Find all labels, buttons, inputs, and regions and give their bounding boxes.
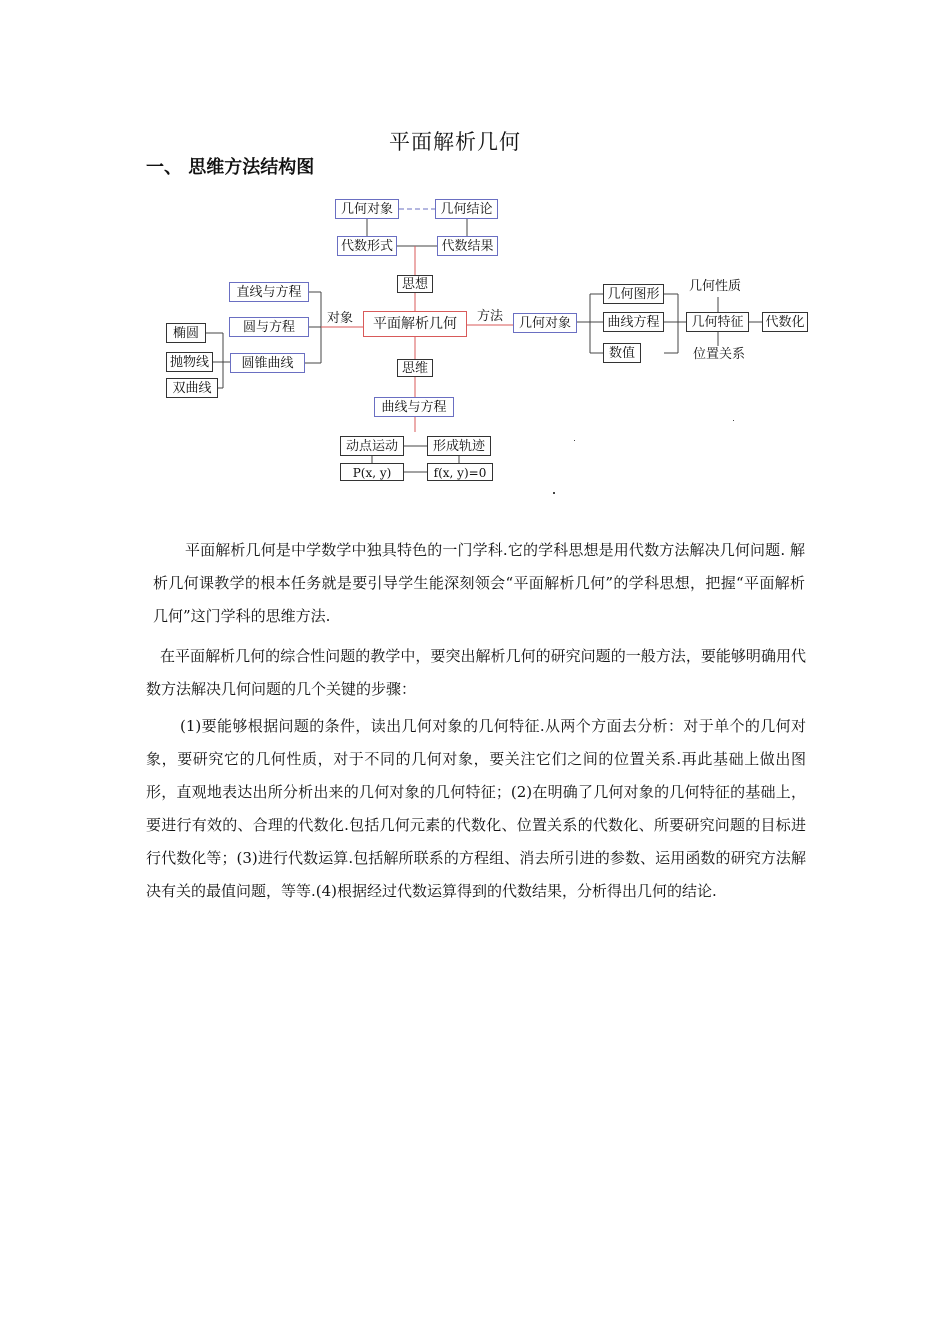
box-parabola: 抛物线 <box>166 352 213 372</box>
box-moving-point: 动点运动 <box>340 436 404 456</box>
box-geo-conclusion: 几何结论 <box>435 199 498 219</box>
box-algebraic-form: 代数形式 <box>337 236 397 256</box>
document-title: 平面解析几何 <box>389 130 521 154</box>
box-point-coordinates: P(x, y) <box>340 463 404 481</box>
label-method: 方法 <box>477 309 504 324</box>
box-thinking: 思维 <box>397 359 433 377</box>
box-ellipse: 椭圆 <box>166 323 206 343</box>
box-numeric: 数值 <box>603 343 641 363</box>
box-idea: 思想 <box>397 275 433 293</box>
box-curve-and-equation: 曲线与方程 <box>374 397 454 417</box>
box-algebraic-result: 代数结果 <box>437 236 498 256</box>
label-geo-property: 几何性质 <box>689 279 742 294</box>
thinking-method-diagram <box>0 0 950 520</box>
stray-dot <box>733 420 734 421</box>
label-position-relation: 位置关系 <box>693 347 746 362</box>
box-geo-object-top: 几何对象 <box>335 199 399 219</box>
paragraph-teaching: 在平面解析几何的综合性问题的教学中，要突出解析几何的研究问题的一般方法，要能够明确用代数方法解决几何问题的几个关键的步骤： <box>146 647 806 698</box>
box-line-equation: 直线与方程 <box>229 282 309 302</box>
box-curve-equation: 曲线方程 <box>603 312 664 332</box>
box-hyperbola: 双曲线 <box>166 378 218 398</box>
section-heading: 一、 思维方法结构图 <box>146 157 315 178</box>
box-geo-feature: 几何特征 <box>686 312 749 332</box>
box-circle-equation: 圆与方程 <box>229 317 309 337</box>
box-geo-figure: 几何图形 <box>603 284 664 304</box>
box-algebraize: 代数化 <box>762 312 808 332</box>
stray-dot <box>553 492 555 494</box>
box-center-topic: 平面解析几何 <box>363 311 467 337</box>
stray-dot <box>574 440 575 441</box>
paragraph-intro: 平面解析几何是中学数学中独具特色的一门学科.它的学科思想是用代数方法解决几何问题. 解析几何课教学的根本任务就是要引导学生能深刻领会“平面解析几何”的学科思想，把握“平面解析几何”这门学科的思维方法. <box>153 541 805 625</box>
box-form-trajectory: 形成轨迹 <box>427 436 491 456</box>
box-curve-function: f(x, y)=0 <box>427 463 493 481</box>
paragraph-steps: (1)要能够根据问题的条件，读出几何对象的几何特征.从两个方面去分析：对于单个的几何对象，要研究它的几何性质，对于不同的几何对象，要关注它们之间的位置关系.再此基础上做出图形，直观地表达出所分析出来的几何对象的几何特征；(2)在明确了几何对象的几何特征的基础上，要进行有效的、合理的代数化.包括几何元素的代数化、位置关系的代数化、所要研究问题的目标进行代数化等；(3)进行代数运算.包括解所联系的方程组、消去所引进的参数、运用函数的研究方法解决有关的最值问题，等等.(4)根据经过代数运算得到的代数结果，分析得出几何的结论. <box>146 717 806 900</box>
box-geo-object-right: 几何对象 <box>513 313 577 333</box>
box-conic: 圆锥曲线 <box>230 353 305 373</box>
label-object: 对象 <box>327 311 354 326</box>
